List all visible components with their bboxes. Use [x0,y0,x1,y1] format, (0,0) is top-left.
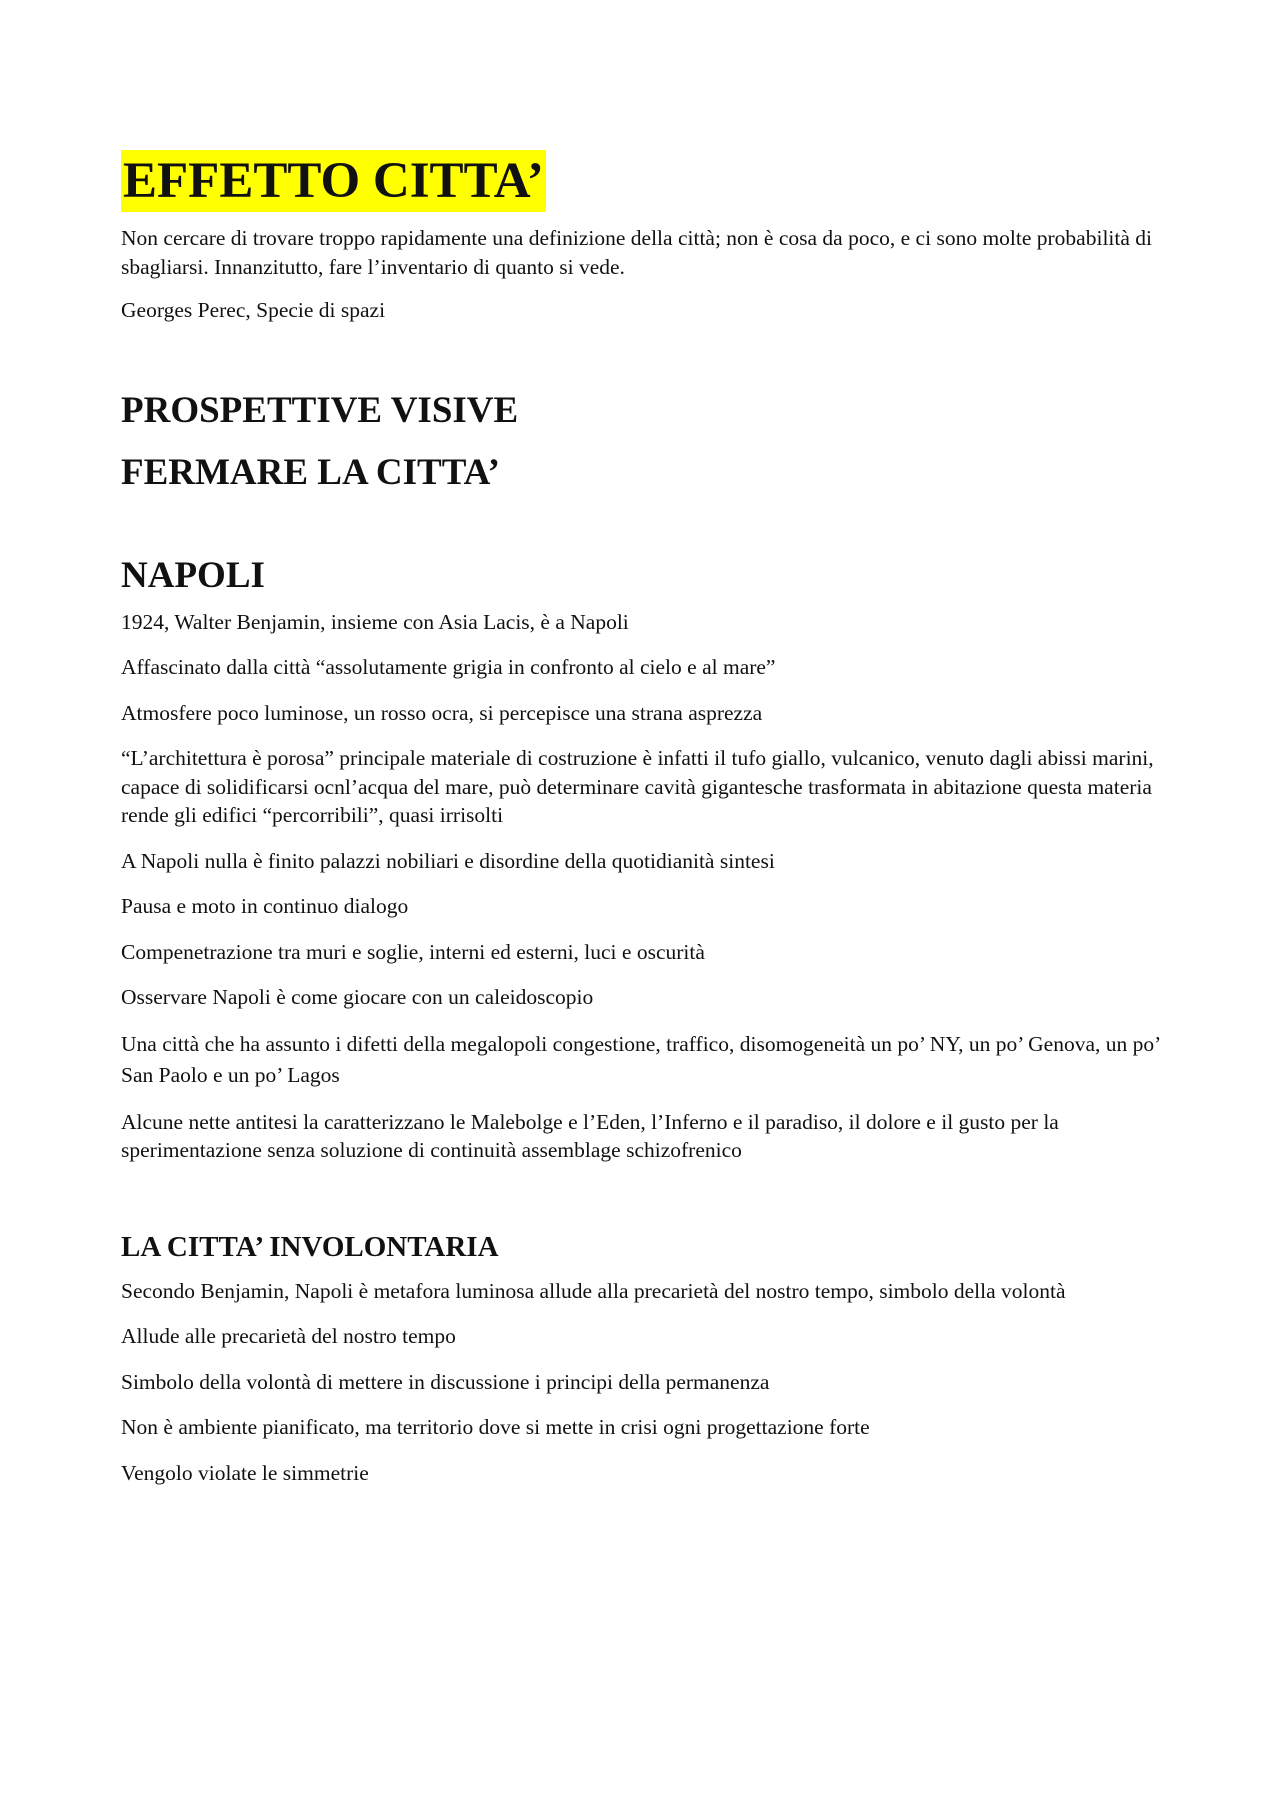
document-page [121,150,1171,1487]
involontaria-paragraph: Vengolo violate le simmetrie [121,1460,369,1485]
involontaria-paragraph: Non è ambiente pianificato, ma territorio dove si mette in crisi ogni progettazione forte [121,1415,870,1439]
involontaria-paragraph: Simbolo della volontà di mettere in discussione i principi della permanenza [121,1369,770,1394]
napoli-paragraph: Osservare Napoli è come giocare con un caleidoscopio [121,985,594,1009]
napoli-paragraph: Atmosfere poco luminose, un rosso ocra, si percepisce una strana asprezza [121,700,763,725]
involontaria-paragraph: Allude alle precarietà del nostro tempo [121,1324,456,1348]
napoli-paragraph: A Napoli nulla è finito palazzi nobiliari e disordine della quotidianità sintesi [121,848,775,873]
napoli-paragraph: “L’architettura è porosa” principale materiale di costruzione è infatti il tufo giallo, vulcanico, venuto dagli abissi marini, capace di solidificarsi ocnl’acqua del mare, può determinare cavità gigantesche trasformata in abitazione questa materia rende gli edifici “percorribili”, quasi irrisolti [121,746,1154,827]
epigraph-attribution: Georges Perec, Specie di spazi [121,298,386,322]
heading-fermare-la-citta: FERMARE LA CITTA’ [121,451,500,493]
napoli-paragraph: Una città che ha assunto i difetti della megalopoli congestione, traffico, disomogeneità un po’ NY, un po’ Genova, un po’ San Paolo e un po’ Lagos [121,1031,1160,1087]
napoli-paragraph: Compenetrazione tra muri e soglie, interni ed esterni, luci e oscurità [121,939,705,964]
napoli-paragraph: Alcune nette antitesi la caratterizzano le Malebolge e l’Eden, l’Inferno e il paradiso, il dolore e il gusto per la sperimentazione senza soluzione di continuità assemblage schizofrenico [121,1109,1059,1162]
involontaria-paragraph: Secondo Benjamin, Napoli è metafora luminosa allude alla precarietà del nostro tempo, simbolo della volontà [121,1278,1066,1303]
napoli-paragraph: Pausa e moto in continuo dialogo [121,894,409,918]
heading-prospettive-visive: PROSPETTIVE VISIVE [121,389,519,431]
heading-la-citta-involontaria: LA CITTA’ INVOLONTARIA [121,1230,499,1263]
heading-napoli: NAPOLI [121,554,265,596]
document-title: EFFETTO CITTA’ [121,150,546,212]
napoli-paragraph: 1924, Walter Benjamin, insieme con Asia Lacis, è a Napoli [121,609,629,634]
napoli-paragraph: Affascinato dalla città “assolutamente grigia in confronto al cielo e al mare” [121,655,776,679]
epigraph-quote: Non cercare di trovare troppo rapidamente una definizione della città; non è cosa da poco, e ci sono molte probabilità di sbagliarsi. Innanzitutto, fare l’inventario di quanto si vede. [121,226,1153,279]
